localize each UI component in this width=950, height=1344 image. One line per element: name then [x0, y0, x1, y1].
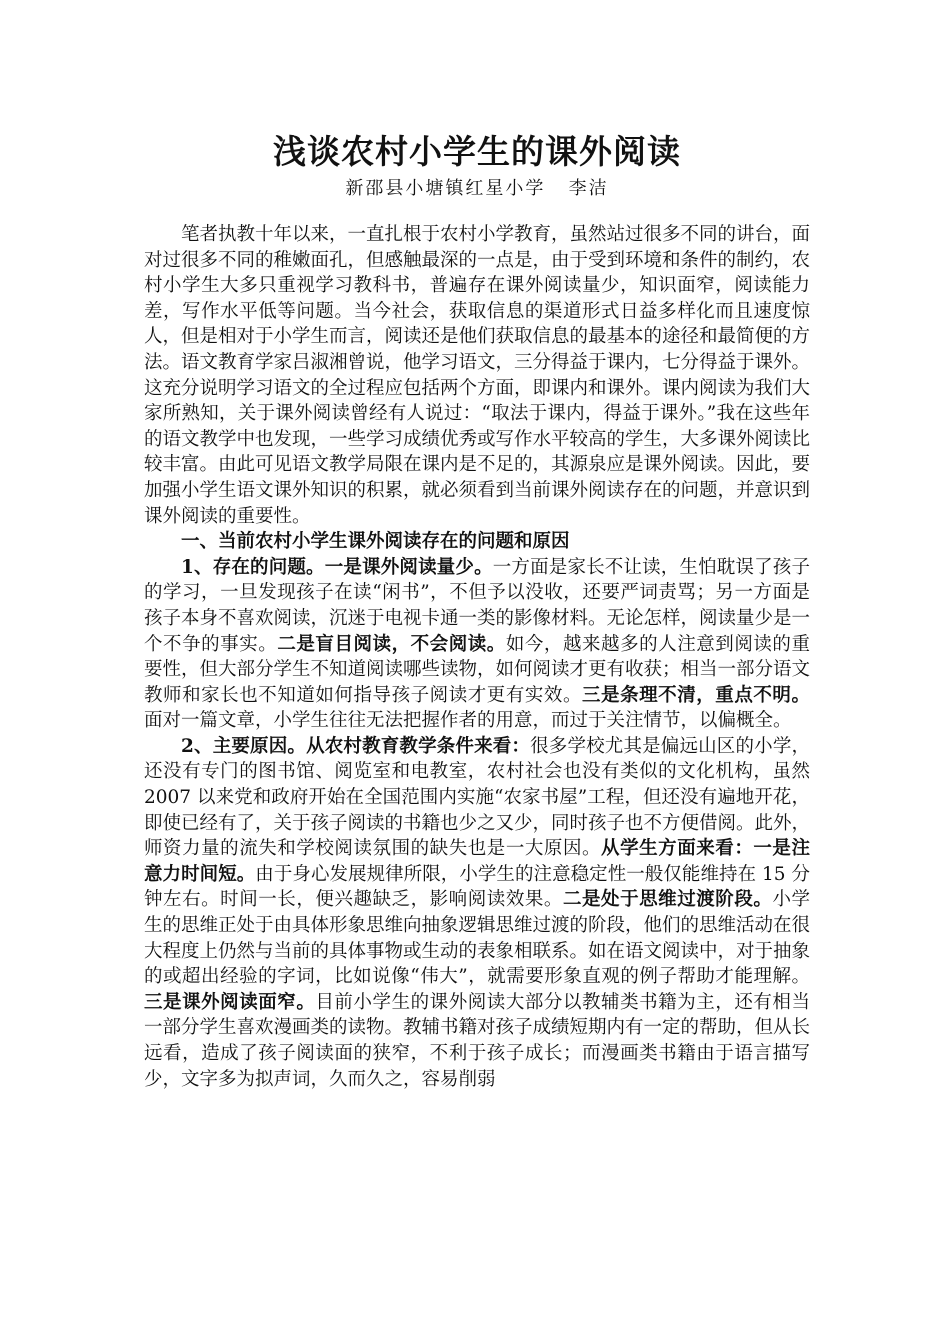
- cause-scope-title: 三是课外阅读面窄。: [144, 991, 316, 1013]
- cause-thinking-title: 二是处于思维过渡阶段。: [562, 889, 773, 911]
- cause-attention-text: 由于身心发展规律所限，小学生的注意稳定性一般仅能维持在 15 分钟左右。时间一长，便兴趣缺乏，影响阅读效果。: [144, 863, 810, 911]
- causes-lead: 2、主要原因。从农村教育教学条件来看：: [181, 735, 531, 757]
- problem-1-text: 一方面是家长不让读，生怕耽误了孩子的学习，一旦发现孩子在读“闲书”，不但予以没收，还要严词责骂；另一方面是孩子本身不喜欢阅读，沉迷于电视卡通一类的影像材料。无论怎样，阅读量少是一个不争的事实。: [144, 556, 811, 655]
- problem-3-title: 三是条理不清，重点不明。: [582, 684, 810, 706]
- cause-student-title: 从学生方面来看：一是注意力时间短。: [144, 838, 810, 885]
- cause-conditions-text: 很多学校尤其是偏远山区的小学，还没有专门的图书馆、阅览室和电教室，农村社会也没有类似的文化机构，虽然 2007 以来党和政府开始在全国范围内实施“农家书屋”工程，但还没有遍地开花，即使已经有了，关于孩子阅读的书籍也少之又少，同时孩子也不方便借阅。此外，师资力量的流失和学校阅读氛围的缺失也是一大原因。: [144, 735, 811, 860]
- problem-2-text: 如今，越来越多的人注意到阅读的重要性，但大部分学生不知道阅读哪些读物，如何阅读才更有收获；相当一部分语文教师和家长也不知道如何指导孩子阅读才更有实效。: [144, 633, 811, 706]
- causes-paragraph: [144, 734, 810, 1092]
- problem-3-text: 面对一篇文章，小学生往往无法把握作者的用意，而过于关注情节，以偏概全。: [144, 710, 792, 732]
- page-title: 浅谈农村小学生的课外阅读: [273, 132, 681, 171]
- cause-scope-text: 目前小学生的课外阅读大部分以教辅类书籍为主，还有相当一部分学生喜欢漫画类的读物。教辅书籍对孩子成绩短期内有一定的帮助，但从长远看，造成了孩子阅读面的狭窄，不利于孩子成长；而漫画类书籍由于语言描写少，文字多为拟声词，久而久之，容易削弱: [144, 991, 811, 1090]
- cause-thinking-text: 小学生的思维正处于由具体形象思维向抽象逻辑思维过渡的阶段，他们的思维活动在很大程度上仍然与当前的具体事物或生动的表象相联系。如在语文阅读中，对于抽象的或超出经验的字词，比如说像“伟大”，就需要形象直观的例子帮助才能理解。: [144, 889, 811, 988]
- problem-2-title: 二是盲目阅读，不会阅读。: [277, 633, 506, 655]
- problem-1-title: 一是课外阅读量少。: [324, 556, 493, 578]
- intro-paragraph: 笔者执教十年以来，一直扎根于农村小学教育，虽然站过很多不同的讲台，面对过很多不同的稚嫩面孔，但感触最深的一点是，由于受到环境和条件的制约，农村小学生大多只重视学习教科书，普遍存在课外阅读量少，知识面窄，阅读能力差，写作水平低等问题。当今社会，获取信息的渠道形式日益多样化而且速度惊人，但是相对于小学生而言，阅读还是他们获取信息的最基本的途径和最简便的方法。语文教育学家吕淑湘曾说，他学习语文，三分得益于课内，七分得益于课外。这充分说明学习语文的全过程应包括两个方面，即课内和课外。课内阅读为我们大家所熟知，关于课外阅读曾经有人说过：“取法于课内，得益于课外。”我在这些年的语文教学中也发现，一些学习成绩优秀或写作水平较高的学生，大多课外阅读比较丰富。由此可见语文教学局限在课内是不足的，其源泉应是课外阅读。因此，要加强小学生语文课外知识的积累，就必须看到当前课外阅读存在的问题，并意识到课外阅读的重要性。: [144, 224, 811, 527]
- author-byline: 新邵县小塘镇红星小学 李洁: [345, 178, 609, 199]
- problems-paragraph: [144, 555, 810, 734]
- section-heading-1: 一、当前农村小学生课外阅读存在的问题和原因: [181, 531, 570, 553]
- document-body: [144, 128, 810, 1092]
- problems-lead: 1、存在的问题。: [181, 556, 325, 578]
